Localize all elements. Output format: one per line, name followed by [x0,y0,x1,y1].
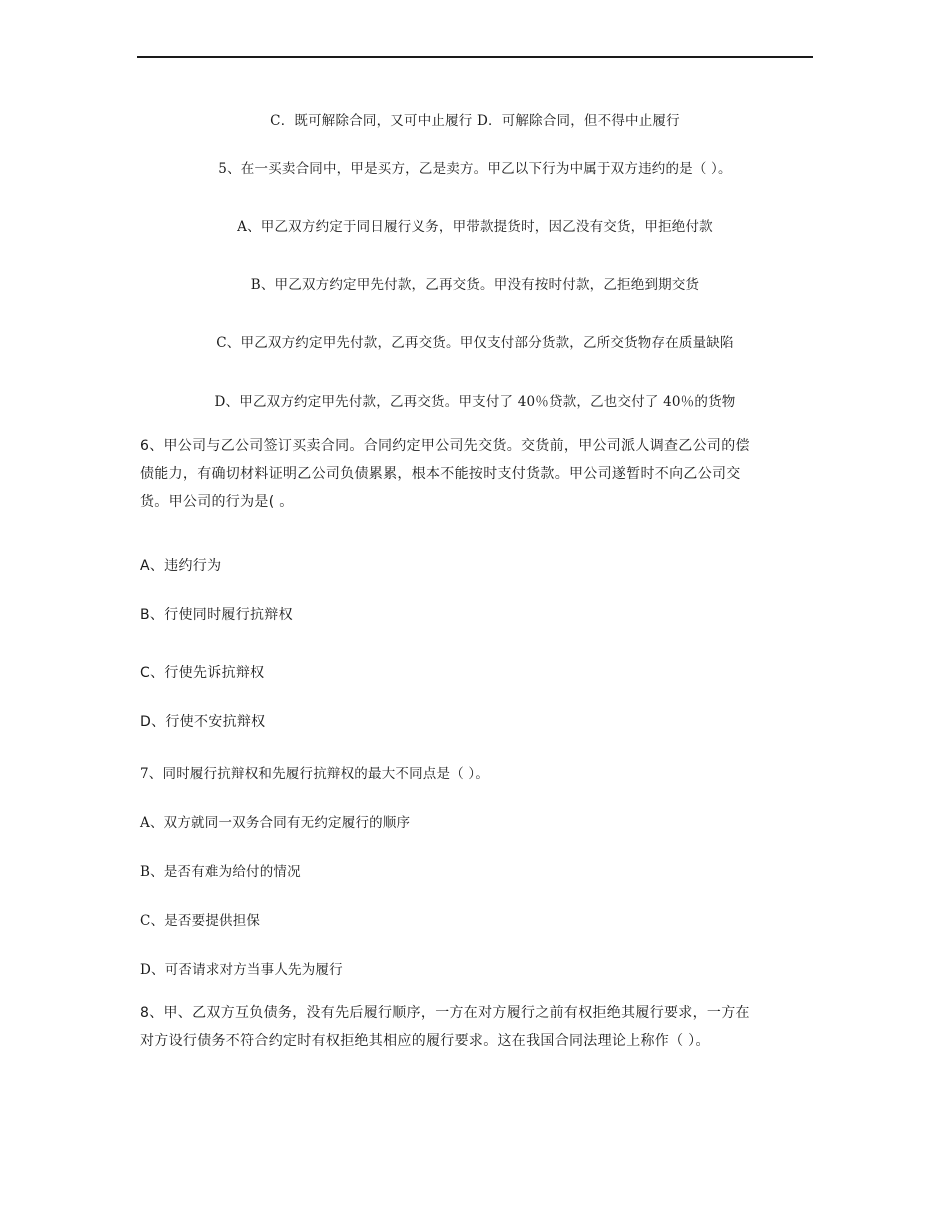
q7-option-a: A、双方就同一双务合同有无约定履行的顺序 [140,815,411,831]
q8-question [140,999,812,1055]
q6-question [140,432,812,516]
q6-option-c: C、行使先诉抗辩权 [140,665,265,681]
q5-option-c: C、甲乙双方约定甲先付款，乙再交货。甲仅支付部分货款，乙所交货物存在质量缺陷 [216,335,734,351]
header-rule [137,56,813,58]
q7-option-b: B、是否有难为给付的情况 [140,864,301,880]
q5-question: 5、在一买卖合同中，甲是买方，乙是卖方。甲乙以下行为中属于双方违约的是（ ）。 [218,161,732,177]
q8-question-line: 8、甲、乙双方互负债务，没有先后履行顺序，一方在对方履行之前有权拒绝其履行要求，一方在 [140,1005,750,1021]
q6-option-d: D、行使不安抗辩权 [140,714,266,730]
q6-option-a: A、违约行为 [140,558,222,574]
q6-question-line: 债能力，有确切材料证明乙公司负债累累，根本不能按时支付货款。甲公司遂暂时不向乙公司交 [140,466,741,482]
q5-option-d: D、甲乙双方约定甲先付款，乙再交货。甲支付了 40％贷款，乙也交付了 40％的货物 [214,394,736,410]
q6-question-line: 货。甲公司的行为是( 。 [140,494,294,510]
q6-question-line: 6、甲公司与乙公司签订买卖合同。合同约定甲公司先交货。交货前，甲公司派人调查乙公司的偿 [140,438,750,454]
q6-option-b: B、行使同时履行抗辩权 [140,607,293,623]
q5-option-a: A、甲乙双方约定于同日履行义务，甲带款提货时，因乙没有交货，甲拒绝付款 [237,219,713,235]
q7-question: 7、同时履行抗辩权和先履行抗辩权的最大不同点是（ ）。 [140,766,490,782]
q8-question-line: 对方设行债务不符合约定时有权拒绝其相应的履行要求。这在我国合同法理论上称作（ ）。 [140,1033,710,1049]
q4-option-cd: C．既可解除合同，又可中止履行 D．可解除合同，但不得中止履行 [270,113,680,129]
q5-option-b: B、甲乙双方约定甲先付款，乙再交货。甲没有按时付款，乙拒绝到期交货 [250,277,700,293]
q7-option-d: D、可否请求对方当事人先为履行 [140,962,343,978]
q7-option-c: C、是否要提供担保 [140,913,261,929]
